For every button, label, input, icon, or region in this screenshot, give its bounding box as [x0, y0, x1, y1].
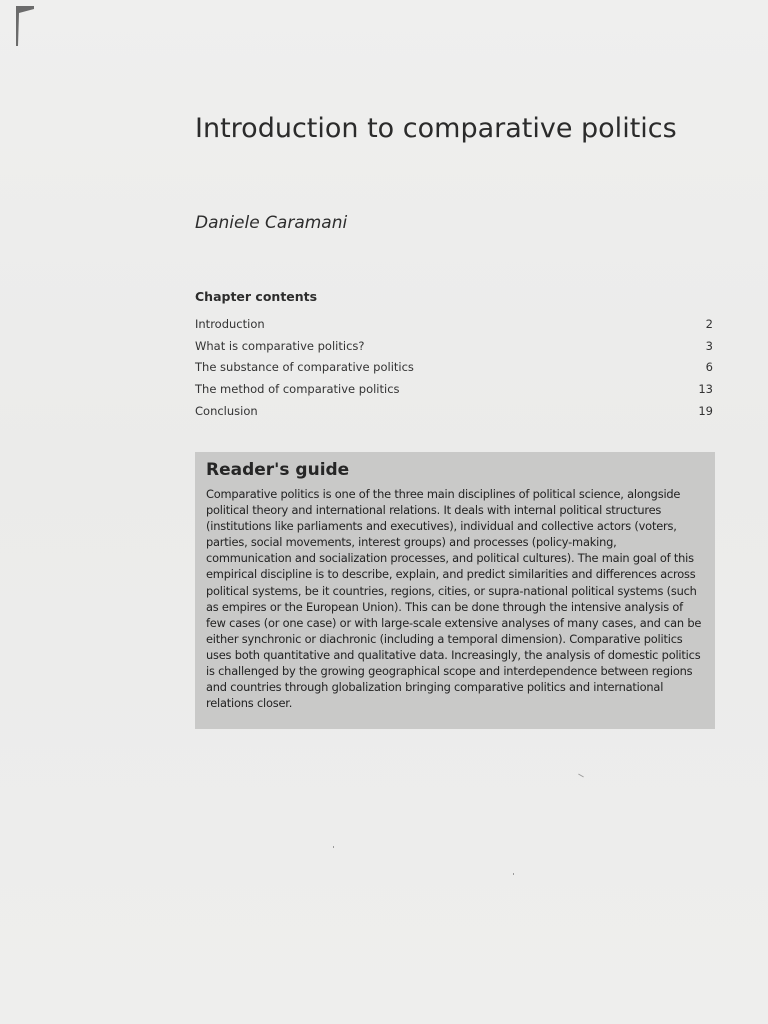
- chapter-title: Introduction to comparative politics: [195, 113, 677, 144]
- toc-item: [195, 336, 715, 358]
- toc-item-page: 19: [698, 403, 713, 418]
- corner-mark: [14, 4, 36, 48]
- scan-speck: [513, 873, 514, 875]
- toc-item: [195, 314, 715, 336]
- toc-list: [195, 314, 715, 423]
- chapter-contents: [195, 289, 715, 423]
- toc-item-label: Conclusion: [195, 403, 258, 418]
- toc-item-page: 3: [705, 338, 713, 353]
- toc-item-label: Introduction: [195, 317, 265, 331]
- chapter-author: Daniele Caramani: [195, 213, 348, 233]
- toc-item: [195, 357, 715, 379]
- toc-item-label: The substance of comparative politics: [195, 360, 414, 375]
- toc-item: [195, 379, 715, 401]
- readers-guide-body: Comparative politics is one of the three main disciplines of political science, alongside political theory and international relations. It deals with internal political structures (institutions like parliaments and executives), individual and collective actors (voters, parties, social movements, interest groups) and processes (policy-making, communication and socialization processes, and political cultures). The main goal of this empirical discipline is to describe, explain, and predict similarities and differences across political systems, be it countries, regions, cities, or supra-national political systems (such as empires or the European Union). This can be done through the intensive analysis of few cases (or one case) or with large-scale extensive analyses of many cases, and can be either synchronic or diachronic (including a temporal dimension). Comparative politics uses both quantitative and qualitative data. Increasingly, the analysis of domestic politics is challenged by the growing geographical scope and interdependence between regions and countries through globalization bringing comparative politics and international relations closer.: [206, 487, 702, 711]
- toc-item-page: 6: [705, 360, 713, 375]
- toc-item: [195, 401, 715, 423]
- toc-item-label: The method of comparative politics: [195, 382, 400, 397]
- scan-speck: [333, 846, 334, 848]
- readers-guide-heading: Reader's guide: [206, 460, 350, 480]
- scan-speck: [578, 774, 584, 778]
- toc-item-page: 13: [698, 382, 713, 397]
- readers-guide-box: [195, 452, 715, 729]
- toc-item-label: What is comparative politics?: [195, 338, 365, 353]
- chapter-contents-heading: Chapter contents: [195, 289, 318, 304]
- toc-item-page: 2: [705, 317, 713, 331]
